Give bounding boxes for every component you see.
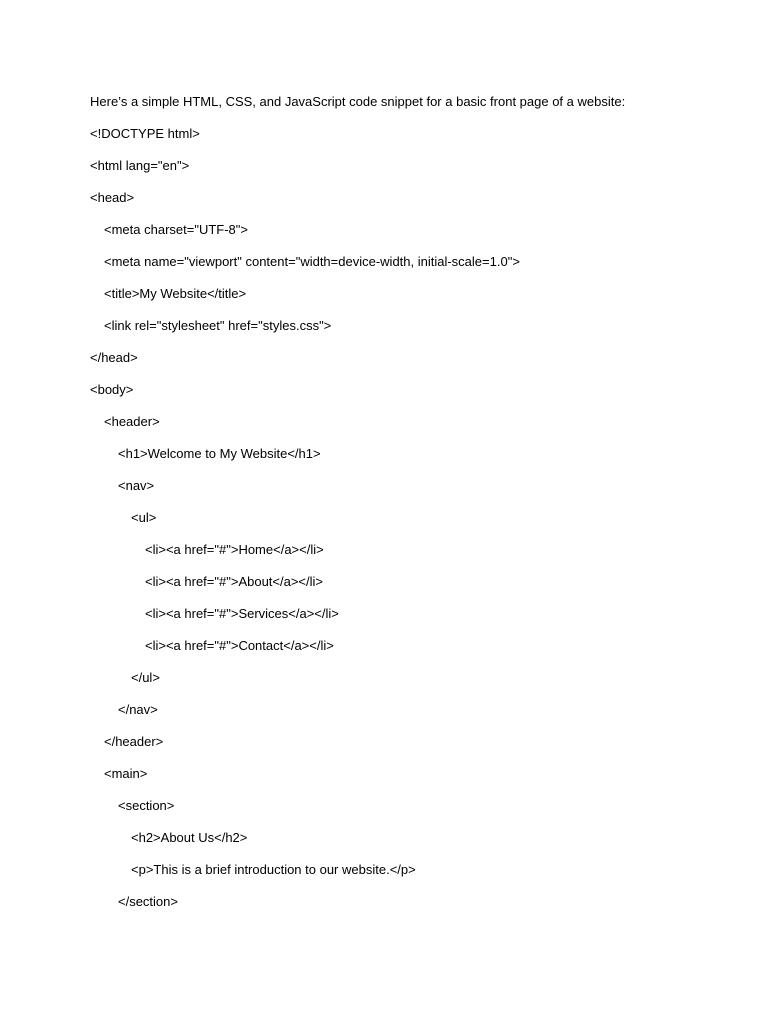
code-line: <title>My Website</title> (104, 286, 247, 301)
code-line: <main> (104, 766, 148, 781)
code-line: <head> (90, 190, 135, 205)
code-line: </ul> (131, 670, 160, 685)
code-line: <p>This is a brief introduction to our website.</p> (131, 862, 416, 877)
code-line: <meta charset="UTF-8"> (104, 222, 248, 237)
intro-paragraph: Here’s a simple HTML, CSS, and JavaScript code snippet for a basic front page of a website: (90, 94, 626, 109)
code-line: <meta name="viewport" content="width=device-width, initial-scale=1.0"> (104, 254, 520, 269)
code-line: <nav> (118, 478, 155, 493)
code-line: <h2>About Us</h2> (131, 830, 248, 845)
code-line: <!DOCTYPE html> (90, 126, 200, 141)
code-line: <body> (90, 382, 134, 397)
code-line: <section> (118, 798, 175, 813)
code-line: <h1>Welcome to My Website</h1> (118, 446, 321, 461)
code-line: <link rel="stylesheet" href="styles.css"> (104, 318, 332, 333)
code-line: <li><a href="#">Home</a></li> (145, 542, 324, 557)
code-line: </head> (90, 350, 138, 365)
code-line: </nav> (118, 702, 158, 717)
code-line: </section> (118, 894, 178, 909)
code-line: <html lang="en"> (90, 158, 190, 173)
code-line: <li><a href="#">Services</a></li> (145, 606, 339, 621)
code-line: <li><a href="#">About</a></li> (145, 574, 324, 589)
document-body (90, 92, 730, 924)
code-line: <ul> (131, 510, 157, 525)
code-line: <header> (104, 414, 160, 429)
code-line: <li><a href="#">Contact</a></li> (145, 638, 334, 653)
code-line: </header> (104, 734, 164, 749)
